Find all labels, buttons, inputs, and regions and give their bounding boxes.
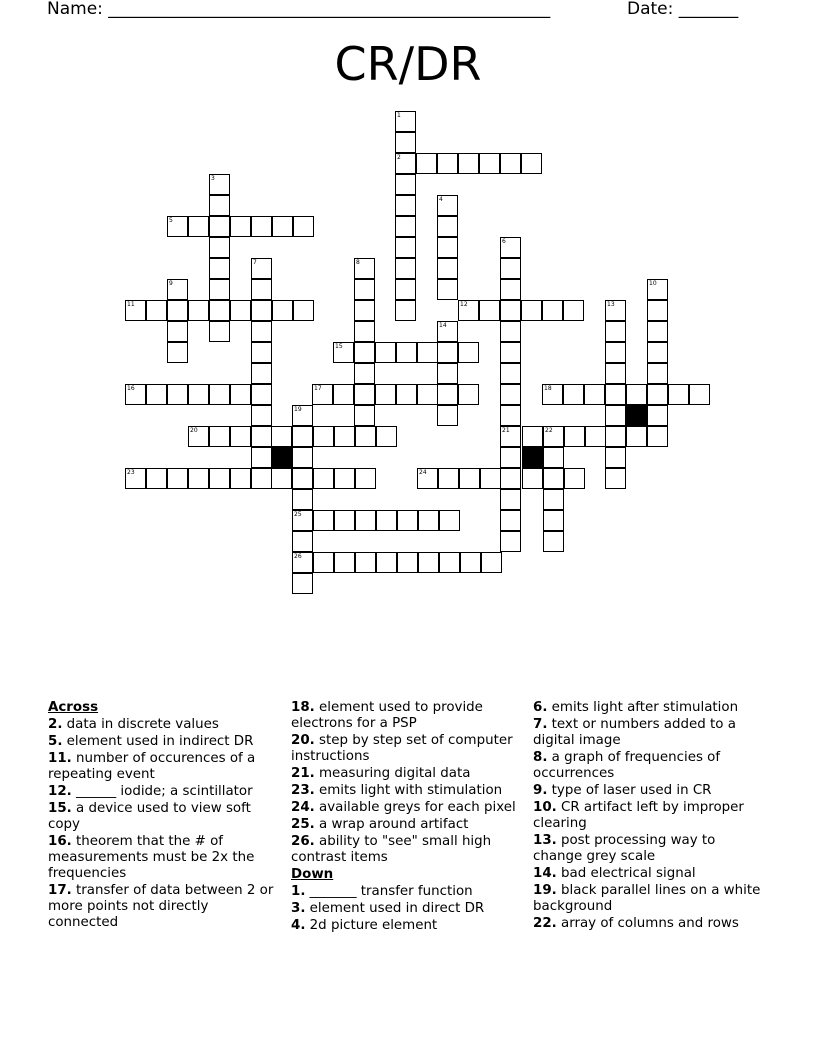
clue-item-text: a wrap around artifact xyxy=(314,817,469,832)
grid-cell[interactable] xyxy=(355,552,376,573)
clue-number: 23 xyxy=(127,469,135,476)
grid-cell[interactable] xyxy=(647,300,668,321)
grid-cell[interactable] xyxy=(188,384,209,405)
clue-item xyxy=(533,750,765,782)
grid-cell[interactable] xyxy=(167,300,188,321)
grid-cell[interactable] xyxy=(438,468,459,489)
clue-number: 3 xyxy=(211,175,215,182)
grid-cell[interactable] xyxy=(543,531,564,552)
grid-cell[interactable] xyxy=(313,468,334,489)
grid-cell[interactable] xyxy=(479,300,500,321)
clue-item-text: _______ transfer function xyxy=(305,884,473,899)
grid-cell[interactable] xyxy=(272,216,293,237)
grid-cell[interactable] xyxy=(439,552,460,573)
grid-cell[interactable] xyxy=(188,300,209,321)
grid-cell[interactable] xyxy=(563,300,584,321)
clue-item-number: 16. xyxy=(48,834,72,849)
grid-cell[interactable] xyxy=(605,384,626,405)
clue-number: 20 xyxy=(190,427,198,434)
grid-cell[interactable] xyxy=(251,468,272,489)
grid-cell[interactable] xyxy=(354,279,375,300)
grid-cell[interactable] xyxy=(251,279,272,300)
grid-cell[interactable] xyxy=(251,216,272,237)
grid-cell[interactable] xyxy=(500,531,521,552)
grid-cell[interactable] xyxy=(605,405,626,426)
clue-item xyxy=(48,717,280,733)
clue-item xyxy=(48,801,280,833)
grid-cell[interactable] xyxy=(209,426,230,447)
grid-cell[interactable] xyxy=(333,384,354,405)
clue-item xyxy=(291,733,523,765)
grid-cell[interactable] xyxy=(167,468,188,489)
grid-cell[interactable] xyxy=(605,468,626,489)
clue-item-text: element used to provide electrons for a PSP xyxy=(291,700,483,731)
grid-cell[interactable] xyxy=(647,342,668,363)
grid-cell[interactable] xyxy=(313,552,334,573)
clue-item-text: a device used to view soft copy xyxy=(48,801,251,832)
clue-item-text: number of occurences of a repeating event xyxy=(48,751,256,782)
clue-item-text: a graph of frequencies of occurrences xyxy=(533,750,721,781)
grid-cell[interactable] xyxy=(416,153,437,174)
grid-cell[interactable] xyxy=(375,342,396,363)
clue-number: 26 xyxy=(294,553,302,560)
grid-cell[interactable] xyxy=(313,426,334,447)
grid-cell[interactable] xyxy=(334,468,355,489)
grid-cell[interactable] xyxy=(251,342,272,363)
grid-cell[interactable] xyxy=(500,279,521,300)
clue-number: 22 xyxy=(545,427,553,434)
grid-cell[interactable] xyxy=(626,384,647,405)
grid-cell[interactable] xyxy=(418,552,439,573)
grid-cell[interactable] xyxy=(292,447,313,468)
grid-cell[interactable] xyxy=(500,468,521,489)
grid-cell[interactable] xyxy=(395,237,416,258)
grid-cell[interactable] xyxy=(354,342,375,363)
clue-number: 21 xyxy=(502,427,510,434)
clue-item-number: 12. xyxy=(48,784,72,799)
grid-cell[interactable] xyxy=(437,258,458,279)
grid-cell[interactable] xyxy=(355,468,376,489)
clue-number: 12 xyxy=(460,301,468,308)
clue-item-text: emits light with stimulation xyxy=(314,783,503,798)
grid-cell[interactable] xyxy=(647,384,668,405)
grid-cell[interactable] xyxy=(334,510,355,531)
grid-cell[interactable] xyxy=(459,468,480,489)
grid-cell[interactable] xyxy=(417,342,438,363)
grid-cell[interactable] xyxy=(271,426,292,447)
grid-cell[interactable] xyxy=(376,552,397,573)
clue-number: 8 xyxy=(356,259,360,266)
grid-cell[interactable] xyxy=(626,426,647,447)
grid-cell[interactable] xyxy=(521,153,542,174)
clue-item-text: transfer of data between 2 or more points not directly connected xyxy=(48,883,274,930)
grid-cell[interactable] xyxy=(437,405,458,426)
grid-cell[interactable] xyxy=(564,426,585,447)
grid-cell[interactable] xyxy=(395,132,416,153)
grid-cell[interactable] xyxy=(355,510,376,531)
clue-item-text: text or numbers added to a digital image xyxy=(533,717,736,748)
clue-item-number: 5. xyxy=(48,734,63,749)
clue-item-number: 4. xyxy=(291,918,306,933)
grid-cell[interactable] xyxy=(458,384,479,405)
clue-item xyxy=(48,883,280,931)
grid-cell[interactable] xyxy=(605,447,626,468)
clue-item xyxy=(533,833,765,865)
clue-item-number: 18. xyxy=(291,700,315,715)
grid-cell[interactable] xyxy=(376,426,397,447)
grid-cell[interactable] xyxy=(292,426,313,447)
grid-cell[interactable] xyxy=(522,468,543,489)
grid-cell[interactable] xyxy=(209,237,230,258)
clue-item xyxy=(533,700,765,716)
clue-item xyxy=(291,700,523,732)
grid-cell[interactable] xyxy=(647,426,668,447)
clue-column-2 xyxy=(291,700,523,935)
grid-cell[interactable] xyxy=(563,384,584,405)
grid-cell[interactable] xyxy=(437,216,458,237)
clue-number: 14 xyxy=(439,322,447,329)
grid-cell[interactable] xyxy=(251,405,272,426)
grid-cell[interactable] xyxy=(564,468,585,489)
grid-cell[interactable] xyxy=(437,279,458,300)
clue-column-1 xyxy=(48,700,280,932)
clue-item xyxy=(291,901,523,917)
clue-number: 18 xyxy=(544,385,552,392)
grid-cell[interactable] xyxy=(354,405,375,426)
grid-cell[interactable] xyxy=(439,510,460,531)
grid-cell[interactable] xyxy=(437,153,458,174)
grid-cell[interactable] xyxy=(395,300,416,321)
clue-number: 19 xyxy=(294,406,302,413)
grid-cell[interactable] xyxy=(521,300,542,321)
grid-cell[interactable] xyxy=(334,426,355,447)
clue-number: 10 xyxy=(649,280,657,287)
clue-number: 5 xyxy=(169,217,173,224)
grid-cell[interactable] xyxy=(605,342,626,363)
grid-cell[interactable] xyxy=(543,489,564,510)
grid-cell[interactable] xyxy=(167,384,188,405)
grid-cell[interactable] xyxy=(209,300,230,321)
page-title: CR/DR xyxy=(334,37,482,91)
clue-number: 25 xyxy=(294,511,302,518)
grid-cell[interactable] xyxy=(167,321,188,342)
grid-cell[interactable] xyxy=(395,174,416,195)
clue-item xyxy=(533,866,765,882)
grid-cell[interactable] xyxy=(272,300,293,321)
grid-cell[interactable] xyxy=(500,447,521,468)
clue-item-number: 21. xyxy=(291,766,315,781)
clue-item-text: 2d picture element xyxy=(305,918,438,933)
clue-item xyxy=(48,834,280,882)
grid-cell[interactable] xyxy=(376,510,397,531)
clue-item xyxy=(291,834,523,866)
clue-item xyxy=(291,817,523,833)
grid-cell[interactable] xyxy=(395,195,416,216)
grid-cell[interactable] xyxy=(543,510,564,531)
clue-item-text: emits light after stimulation xyxy=(547,700,739,715)
clue-number: 1 xyxy=(397,112,401,119)
grid-cell[interactable] xyxy=(395,216,416,237)
grid-cell[interactable] xyxy=(146,300,167,321)
section-heading: Down xyxy=(291,867,334,882)
grid-cell[interactable] xyxy=(355,426,376,447)
clue-item-number: 20. xyxy=(291,733,315,748)
grid-cell[interactable] xyxy=(500,153,521,174)
grid-cell[interactable] xyxy=(522,426,543,447)
clue-item xyxy=(291,918,523,934)
grid-cell[interactable] xyxy=(354,321,375,342)
grid-cell[interactable] xyxy=(397,510,418,531)
clue-number: 2 xyxy=(397,154,401,161)
clue-item xyxy=(48,751,280,783)
grid-cell[interactable] xyxy=(500,405,521,426)
grid-cell[interactable] xyxy=(647,321,668,342)
grid-cell[interactable] xyxy=(500,384,521,405)
grid-cell[interactable] xyxy=(251,426,272,447)
clue-item-number: 2. xyxy=(48,717,63,732)
clue-number: 4 xyxy=(439,196,443,203)
clue-number: 13 xyxy=(607,301,615,308)
grid-cell[interactable] xyxy=(293,216,314,237)
grid-cell[interactable] xyxy=(500,489,521,510)
clue-number: 7 xyxy=(253,259,257,266)
grid-cell[interactable] xyxy=(395,279,416,300)
grid-cell[interactable] xyxy=(481,552,502,573)
clue-item-number: 1. xyxy=(291,884,306,899)
grid-cell[interactable] xyxy=(293,300,314,321)
clue-item-number: 24. xyxy=(291,800,315,815)
clue-item-number: 11. xyxy=(48,751,72,766)
clue-item xyxy=(533,783,765,799)
grid-cell[interactable] xyxy=(500,321,521,342)
grid-cell[interactable] xyxy=(354,384,375,405)
section-heading: Across xyxy=(48,700,99,715)
clue-item-number: 13. xyxy=(533,833,557,848)
clue-number: 15 xyxy=(335,343,343,350)
clue-item-number: 17. xyxy=(48,883,72,898)
grid-cell[interactable] xyxy=(458,153,479,174)
grid-cell[interactable] xyxy=(209,195,230,216)
grid-cell[interactable] xyxy=(647,405,668,426)
grid-cell[interactable] xyxy=(395,258,416,279)
clue-item-number: 8. xyxy=(533,750,548,765)
clue-number: 11 xyxy=(127,301,135,308)
clue-item-number: 9. xyxy=(533,783,548,798)
grid-cell[interactable] xyxy=(230,426,251,447)
grid-cell[interactable] xyxy=(460,552,481,573)
clue-item xyxy=(291,884,523,900)
clue-item xyxy=(533,800,765,832)
grid-cell[interactable] xyxy=(251,321,272,342)
grid-cell[interactable] xyxy=(500,363,521,384)
clue-item xyxy=(48,734,280,750)
grid-cell[interactable] xyxy=(437,363,458,384)
clue-item-text: array of columns and rows xyxy=(556,916,739,931)
grid-cell[interactable] xyxy=(354,363,375,384)
clue-item-text: ______ iodide; a scintillator xyxy=(71,784,253,799)
grid-cell[interactable] xyxy=(542,300,563,321)
grid-cell[interactable] xyxy=(271,468,292,489)
grid-cell[interactable] xyxy=(230,468,251,489)
date-label: Date: _______ xyxy=(627,0,739,19)
black-cell xyxy=(626,405,647,426)
grid-cell[interactable] xyxy=(585,426,606,447)
grid-cell[interactable] xyxy=(209,384,230,405)
clue-item-text: data in discrete values xyxy=(62,717,219,732)
clue-item xyxy=(291,800,523,816)
grid-cell[interactable] xyxy=(480,468,501,489)
black-cell xyxy=(522,447,543,468)
clue-item-number: 10. xyxy=(533,800,557,815)
clue-item-number: 26. xyxy=(291,834,315,849)
grid-cell[interactable] xyxy=(437,384,458,405)
clue-item-number: 23. xyxy=(291,783,315,798)
grid-cell[interactable] xyxy=(605,321,626,342)
black-cell xyxy=(271,447,292,468)
clue-item xyxy=(533,717,765,749)
grid-cell[interactable] xyxy=(209,279,230,300)
clue-item-number: 19. xyxy=(533,883,557,898)
grid-cell[interactable] xyxy=(209,258,230,279)
grid-cell[interactable] xyxy=(251,300,272,321)
grid-cell[interactable] xyxy=(251,384,272,405)
grid-cell[interactable] xyxy=(292,531,313,552)
clue-item-text: ability to "see" small high contrast items xyxy=(291,834,492,865)
grid-cell[interactable] xyxy=(167,342,188,363)
grid-cell[interactable] xyxy=(292,489,313,510)
clue-item-text: step by step set of computer instructions xyxy=(291,733,513,764)
grid-cell[interactable] xyxy=(500,510,521,531)
grid-cell[interactable] xyxy=(396,384,417,405)
grid-cell[interactable] xyxy=(417,384,438,405)
grid-cell[interactable] xyxy=(584,384,605,405)
grid-cell[interactable] xyxy=(479,153,500,174)
grid-cell[interactable] xyxy=(188,216,209,237)
grid-cell[interactable] xyxy=(292,468,313,489)
clue-item-number: 25. xyxy=(291,817,315,832)
grid-cell[interactable] xyxy=(209,468,230,489)
grid-cell[interactable] xyxy=(500,258,521,279)
clue-item-text: element used in indirect DR xyxy=(62,734,254,749)
grid-cell[interactable] xyxy=(543,447,564,468)
clue-item xyxy=(291,766,523,782)
grid-cell[interactable] xyxy=(209,216,230,237)
grid-cell[interactable] xyxy=(418,510,439,531)
grid-cell[interactable] xyxy=(313,510,334,531)
clue-number: 16 xyxy=(127,385,135,392)
grid-cell[interactable] xyxy=(188,468,209,489)
grid-cell[interactable] xyxy=(689,384,710,405)
grid-cell[interactable] xyxy=(230,300,251,321)
clue-item-number: 14. xyxy=(533,866,557,881)
clue-item-number: 22. xyxy=(533,916,557,931)
grid-cell[interactable] xyxy=(209,321,230,342)
clue-item-number: 3. xyxy=(291,901,306,916)
grid-cell[interactable] xyxy=(647,363,668,384)
clue-item xyxy=(48,784,280,800)
clue-item-text: element used in direct DR xyxy=(305,901,485,916)
grid-cell[interactable] xyxy=(375,384,396,405)
grid-cell[interactable] xyxy=(668,384,689,405)
clue-item-number: 7. xyxy=(533,717,548,732)
grid-cell[interactable] xyxy=(437,342,458,363)
clue-number: 6 xyxy=(502,238,506,245)
grid-cell[interactable] xyxy=(500,300,521,321)
grid-cell[interactable] xyxy=(230,384,251,405)
grid-cell[interactable] xyxy=(146,468,167,489)
grid-cell[interactable] xyxy=(605,426,626,447)
clue-item-text: bad electrical signal xyxy=(556,866,696,881)
clue-item-text: available greys for each pixel xyxy=(314,800,516,815)
clue-item xyxy=(533,883,765,915)
clue-item-text: measuring digital data xyxy=(314,766,471,781)
clue-number: 24 xyxy=(419,469,427,476)
clue-item-text: black parallel lines on a white background xyxy=(533,883,761,914)
grid-cell[interactable] xyxy=(251,447,272,468)
clue-item xyxy=(291,783,523,799)
grid-cell[interactable] xyxy=(146,384,167,405)
clue-item-number: 6. xyxy=(533,700,548,715)
clue-number: 9 xyxy=(169,280,173,287)
clue-item xyxy=(533,916,765,932)
grid-cell[interactable] xyxy=(251,363,272,384)
grid-cell[interactable] xyxy=(334,552,355,573)
grid-cell[interactable] xyxy=(543,468,564,489)
clue-number: 17 xyxy=(314,385,322,392)
grid-cell[interactable] xyxy=(437,237,458,258)
clue-item-text: type of laser used in CR xyxy=(547,783,712,798)
grid-cell[interactable] xyxy=(397,552,418,573)
name-label: Name: ____________________________________________________ xyxy=(47,0,551,19)
clue-item-text: CR artifact left by improper clearing xyxy=(533,800,744,831)
grid-cell[interactable] xyxy=(396,342,417,363)
grid-cell[interactable] xyxy=(500,342,521,363)
grid-cell[interactable] xyxy=(230,216,251,237)
clue-item-number: 15. xyxy=(48,801,72,816)
grid-cell[interactable] xyxy=(458,342,479,363)
grid-cell[interactable] xyxy=(605,363,626,384)
clue-item-text: theorem that the # of measurements must be 2x the frequencies xyxy=(48,834,255,881)
grid-cell[interactable] xyxy=(354,300,375,321)
clue-item-text: post processing way to change grey scale xyxy=(533,833,716,864)
clue-column-3 xyxy=(533,700,765,933)
grid-cell[interactable] xyxy=(292,573,313,594)
